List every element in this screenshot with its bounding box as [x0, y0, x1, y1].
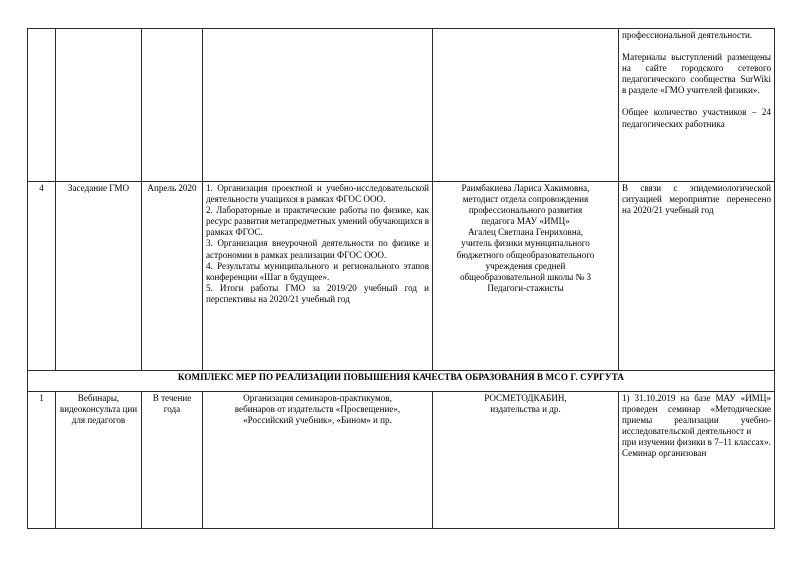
responsible-line: учитель физики муниципального	[461, 238, 590, 249]
content-line: вебинаров от издательств «Просвещение»,	[234, 404, 401, 415]
spacer	[622, 41, 771, 52]
cell-theme: Заседание ГМО	[56, 182, 142, 371]
section-banner: КОМПЛЕКС МЕР ПО РЕАЛИЗАЦИИ ПОВЫШЕНИЯ КАЧЕСТВА ОБРАЗОВАНИЯ В МСО Г. СУРГУТА	[28, 371, 775, 392]
content-line: Организация семинаров-практикумов,	[243, 393, 392, 403]
table-row	[28, 392, 775, 529]
cell-responsible	[433, 392, 619, 529]
cell-number	[28, 29, 56, 182]
cell-content	[203, 392, 433, 529]
responsible-line: издательства и др.	[490, 404, 561, 415]
table-banner-row	[28, 371, 775, 392]
cell-result	[619, 392, 775, 529]
cell-result	[619, 182, 775, 371]
responsible-line: учреждения средней	[485, 260, 566, 271]
cell-date	[142, 29, 203, 182]
cell-responsible	[433, 182, 619, 371]
content-paragraph: 3. Организация внеурочной деятельности по физике и астрономии в рамках реализации ФГОС ООО.	[206, 238, 429, 260]
result-paragraph: профессиональной деятельности.	[622, 30, 753, 40]
content-paragraph: 4. Результаты муниципального и регионального этапов конференции «Шаг в будущее».	[206, 260, 429, 282]
cell-theme	[56, 29, 142, 182]
cell-content	[203, 182, 433, 371]
cell-result	[619, 29, 775, 182]
result-paragraph: при изучении физики в 7–11 классах».	[622, 437, 771, 448]
spacer	[622, 96, 771, 107]
result-paragraph: В связи с эпидемиологической ситуацией мероприятие перенесено на 2020/21 учебный год	[622, 183, 771, 216]
responsible-line: Агалец Светлана Генриховна,	[467, 227, 584, 238]
content-line: «Российский учебник», «Бином» и пр.	[243, 415, 392, 426]
table-row	[28, 182, 775, 371]
cell-theme: Вебинары, видеоконсульта ции для педагогов	[56, 392, 142, 529]
table-row	[28, 29, 775, 182]
cell-responsible	[433, 29, 619, 182]
responsible-line: методист отдела сопровождения	[462, 194, 589, 205]
content-paragraph: 5. Итоги работы ГМО за 2019/20 учебный год и перспективы на 2020/21 учебный год	[206, 282, 429, 304]
result-paragraph: Семинар организован	[622, 448, 707, 459]
plan-table	[27, 28, 775, 529]
result-paragraph: 1) 31.10.2019 на базе МАУ «ИМЦ» проведен семинар «Методические приемы реализации учебно-исследовательской деятельност и	[622, 393, 771, 437]
cell-date: В течение года	[142, 392, 203, 529]
responsible-line: Педагоги-стажисты	[487, 282, 564, 293]
responsible-line: профессионального развития	[468, 205, 583, 216]
content-paragraph: 2. Лабораторные и практические работы по физике, как ресурс развития метапредметных умений обучающихся в рамках ФГОС.	[206, 205, 429, 238]
content-paragraph: 1. Организация проектной и учебно-исследовательской деятельности учащихся в рамках ФГОС ООО.	[206, 183, 429, 205]
responsible-line: бюджетного общеобразовательного	[456, 249, 595, 260]
responsible-line: РОСМЕТОДКАБИН,	[484, 393, 567, 403]
cell-number: 1	[28, 392, 56, 529]
responsible-line: педагога МАУ «ИМЦ»	[481, 216, 570, 227]
cell-number: 4	[28, 182, 56, 371]
responsible-line: общеобразовательной школы № 3	[459, 271, 592, 282]
cell-date: Апрель 2020	[142, 182, 203, 371]
result-paragraph: Материалы выступлений размещены на сайте городского сетевого педагогического сообщества SurWiki в разделе «ГМО учителей физики».	[622, 52, 771, 96]
result-paragraph: Общее количество участников – 24 педагогических работника	[622, 107, 771, 129]
cell-content	[203, 29, 433, 182]
responsible-line: Раимбакиева Лариса Хакимовна,	[461, 183, 590, 193]
